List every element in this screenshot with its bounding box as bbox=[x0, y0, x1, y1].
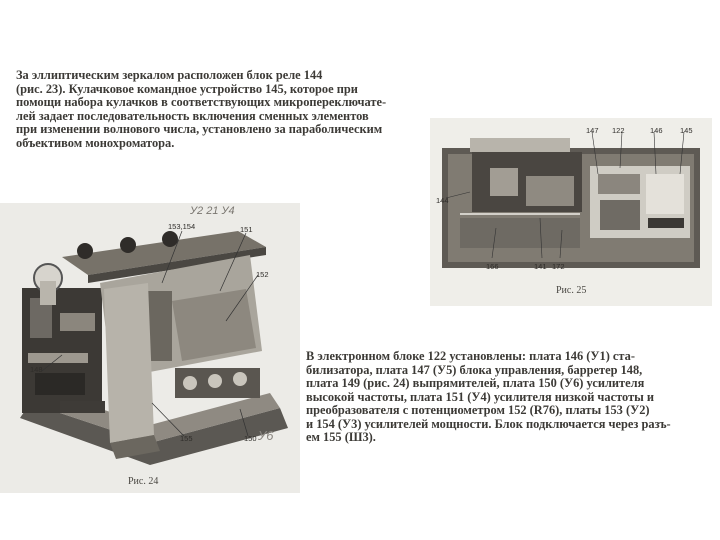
figure-24-photo bbox=[0, 203, 300, 493]
callout-146: 146 bbox=[650, 126, 663, 135]
callout-151: 151 bbox=[240, 225, 253, 234]
text-line: ем 155 (Ш3). bbox=[306, 430, 376, 444]
paragraph-top bbox=[16, 69, 406, 150]
text-line: билизатора, плата 147 (У5) блока управления, барретер 148, bbox=[306, 362, 643, 377]
callout-145: 145 bbox=[680, 126, 693, 135]
callout-148: 148 bbox=[30, 365, 43, 374]
text-line: За эллиптическим зеркалом расположен блок реле 144 bbox=[16, 68, 323, 82]
text-line: В электронном блоке 122 установлены: плата 146 (У1) ста- bbox=[306, 349, 635, 363]
callout-122: 122 bbox=[612, 126, 625, 135]
callout-155: 155 bbox=[180, 434, 193, 443]
figure-24-caption: Рис. 24 bbox=[128, 476, 159, 487]
figure-25-photo bbox=[430, 118, 712, 306]
handwritten-note-top: У2 21 У4 bbox=[190, 205, 235, 217]
text-line: высокой частоты, плата 151 (У4) усилителя низкой частоты и bbox=[306, 389, 655, 404]
callout-147: 147 bbox=[586, 126, 599, 135]
text-line: плата 149 (рис. 24) выпрямителей, плата 150 (У6) усилителя bbox=[306, 376, 645, 390]
callout-166: 166 bbox=[486, 262, 499, 271]
text-line: при изменении волнового числа, установлено за параболическим bbox=[16, 122, 383, 136]
figure-25-caption: Рис. 25 bbox=[556, 285, 587, 296]
figure-25-image bbox=[430, 118, 712, 306]
paragraph-bottom bbox=[306, 350, 706, 445]
figure-24-image bbox=[0, 203, 300, 493]
callout-144: 144 bbox=[436, 196, 449, 205]
handwritten-note-bottom: У6 bbox=[258, 428, 274, 443]
text-line: объективом монохроматора. bbox=[16, 135, 175, 150]
callout-150: 150 bbox=[244, 434, 257, 443]
callout-141: 141 bbox=[534, 262, 547, 271]
callout-153-154: 153,154 bbox=[168, 222, 196, 231]
text-line: преобразователя с потенциометром 152 (R76), платы 153 (У2) bbox=[306, 403, 650, 417]
text-line: и 154 (У3) усилителей мощности. Блок подключается через разъ- bbox=[306, 416, 671, 431]
callout-172: 172 bbox=[552, 262, 565, 271]
text-line: (рис. 23). Кулачковое командное устройство 145, которое при bbox=[16, 81, 358, 96]
text-line: лей задает последовательность включения сменных элементов bbox=[16, 108, 369, 123]
callout-152: 152 bbox=[256, 270, 269, 279]
text-line: помощи набора кулачков в соответствующих микропереключате- bbox=[16, 95, 387, 109]
